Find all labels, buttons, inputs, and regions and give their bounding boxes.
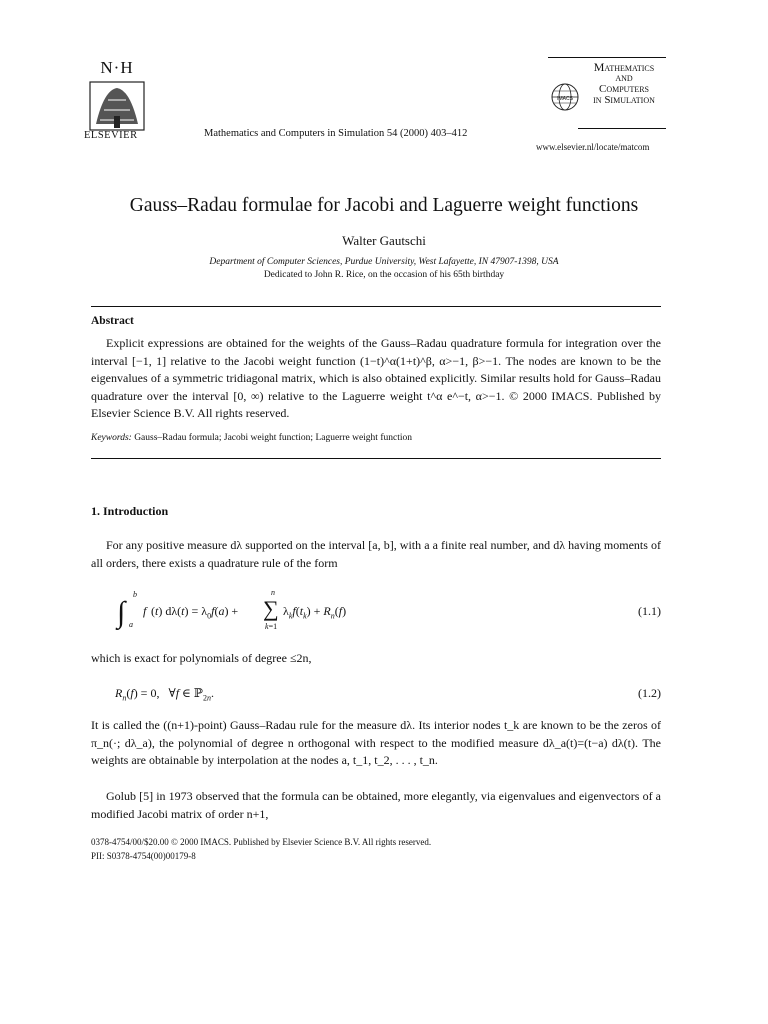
journal-logo-badge: IMACS	[557, 96, 573, 102]
abstract-heading: Abstract	[91, 315, 134, 327]
journal-url[interactable]: www.elsevier.nl/locate/matcom	[536, 142, 650, 152]
journal-logo-text	[580, 62, 668, 106]
publisher-name: ELSEVIER	[84, 130, 138, 141]
journal-logo-line: Mathematics	[593, 60, 655, 74]
publisher-mark: N·H	[100, 58, 134, 77]
keywords-label: Keywords:	[91, 433, 132, 443]
equation-number: (1.2)	[638, 686, 661, 700]
journal-logo-line: in Simulation	[593, 94, 655, 106]
abstract-top-rule	[91, 306, 661, 307]
journal-logo-line: and	[615, 72, 633, 84]
equation-number: (1.1)	[638, 604, 661, 618]
publisher-tree-emblem-icon	[86, 80, 148, 132]
pii-line: PII: S0378-4754(00)00179-8	[91, 851, 196, 861]
keywords	[91, 433, 412, 443]
dedication: Dedicated to John R. Rice, on the occasion of his 65th birthday	[263, 270, 505, 280]
equation-1-1: ∫ b a f (t) $d\lambda(t) = \lambda_0f(a)$ + n ∑ k=1 $\lambda_kf(t_k) + R_n(f)$ (1.1)	[117, 588, 661, 631]
journal-logo-rule	[548, 57, 666, 58]
paragraph: which is exact for polynomials of degree ≤2n,	[91, 651, 312, 665]
abstract-bottom-rule	[91, 458, 661, 459]
article-author: Walter Gautschi	[342, 233, 426, 248]
copyright-line: 0378-4754/00/$20.00 © 2000 IMACS. Published by Elsevier Science B.V. All rights reserved.	[91, 837, 432, 847]
paragraph: Golub [5] in 1973 observed that the formula can be obtained, more elegantly, via eigenvalues and eigenvectors of a modified Jacobi matrix of order n+1,	[91, 789, 661, 821]
copyright-footer	[91, 835, 431, 863]
journal-logo-rule	[578, 128, 666, 129]
journal-logo-line: Computers	[598, 83, 649, 95]
author-affiliation: Department of Computer Sciences, Purdue University, West Lafayette, IN 47907-1398, USA	[209, 257, 559, 267]
section-heading: 1. Introduction	[91, 504, 169, 518]
keywords-list: Gauss–Radau formula; Jacobi weight function; Laguerre weight function	[134, 433, 412, 443]
paragraph: For any positive measure dλ supported on the interval [a, b], with a a finite real number, and dλ having moments of all orders, there exists a quadrature rule of the form	[91, 538, 661, 570]
publisher-logo	[86, 58, 148, 137]
article-title: Gauss–Radau formulae for Jacobi and Laguerre weight functions	[129, 195, 639, 216]
globe-icon	[550, 82, 580, 112]
paragraph: It is called the ((n+1)-point) Gauss–Radau rule for the measure dλ. Its interior nodes t_k are known to be the zeros of π_n(·; dλ_a), the polynomial of degree n orthogonal with respect to the modified measure dλ_a(t)=(t−a) dλ(t). The weights are obtainable by interpolation at the nodes a, t_1, t_2, . . . , t_n.	[91, 718, 661, 767]
abstract-text: Explicit expressions are obtained for the weights of the Gauss–Radau quadrature formula for integration over the interval [−1, 1] relative to the Jacobi weight function (1−t)^α(1+t)^β, α>−1, β>−1. The nodes are known to be the eigenvalues of a symmetric tridiagonal matrix, which is also obtained explicitly. Similar results hold for Gauss–Radau quadrature over the interval [0, ∞) relative to the Laguerre weight t^α e^−t, α>−1. © 2000 IMACS. Published by Elsevier Science B.V. All rights reserved.	[91, 336, 661, 420]
journal-citation: Mathematics and Computers in Simulation 54 (2000) 403–412	[204, 128, 468, 139]
